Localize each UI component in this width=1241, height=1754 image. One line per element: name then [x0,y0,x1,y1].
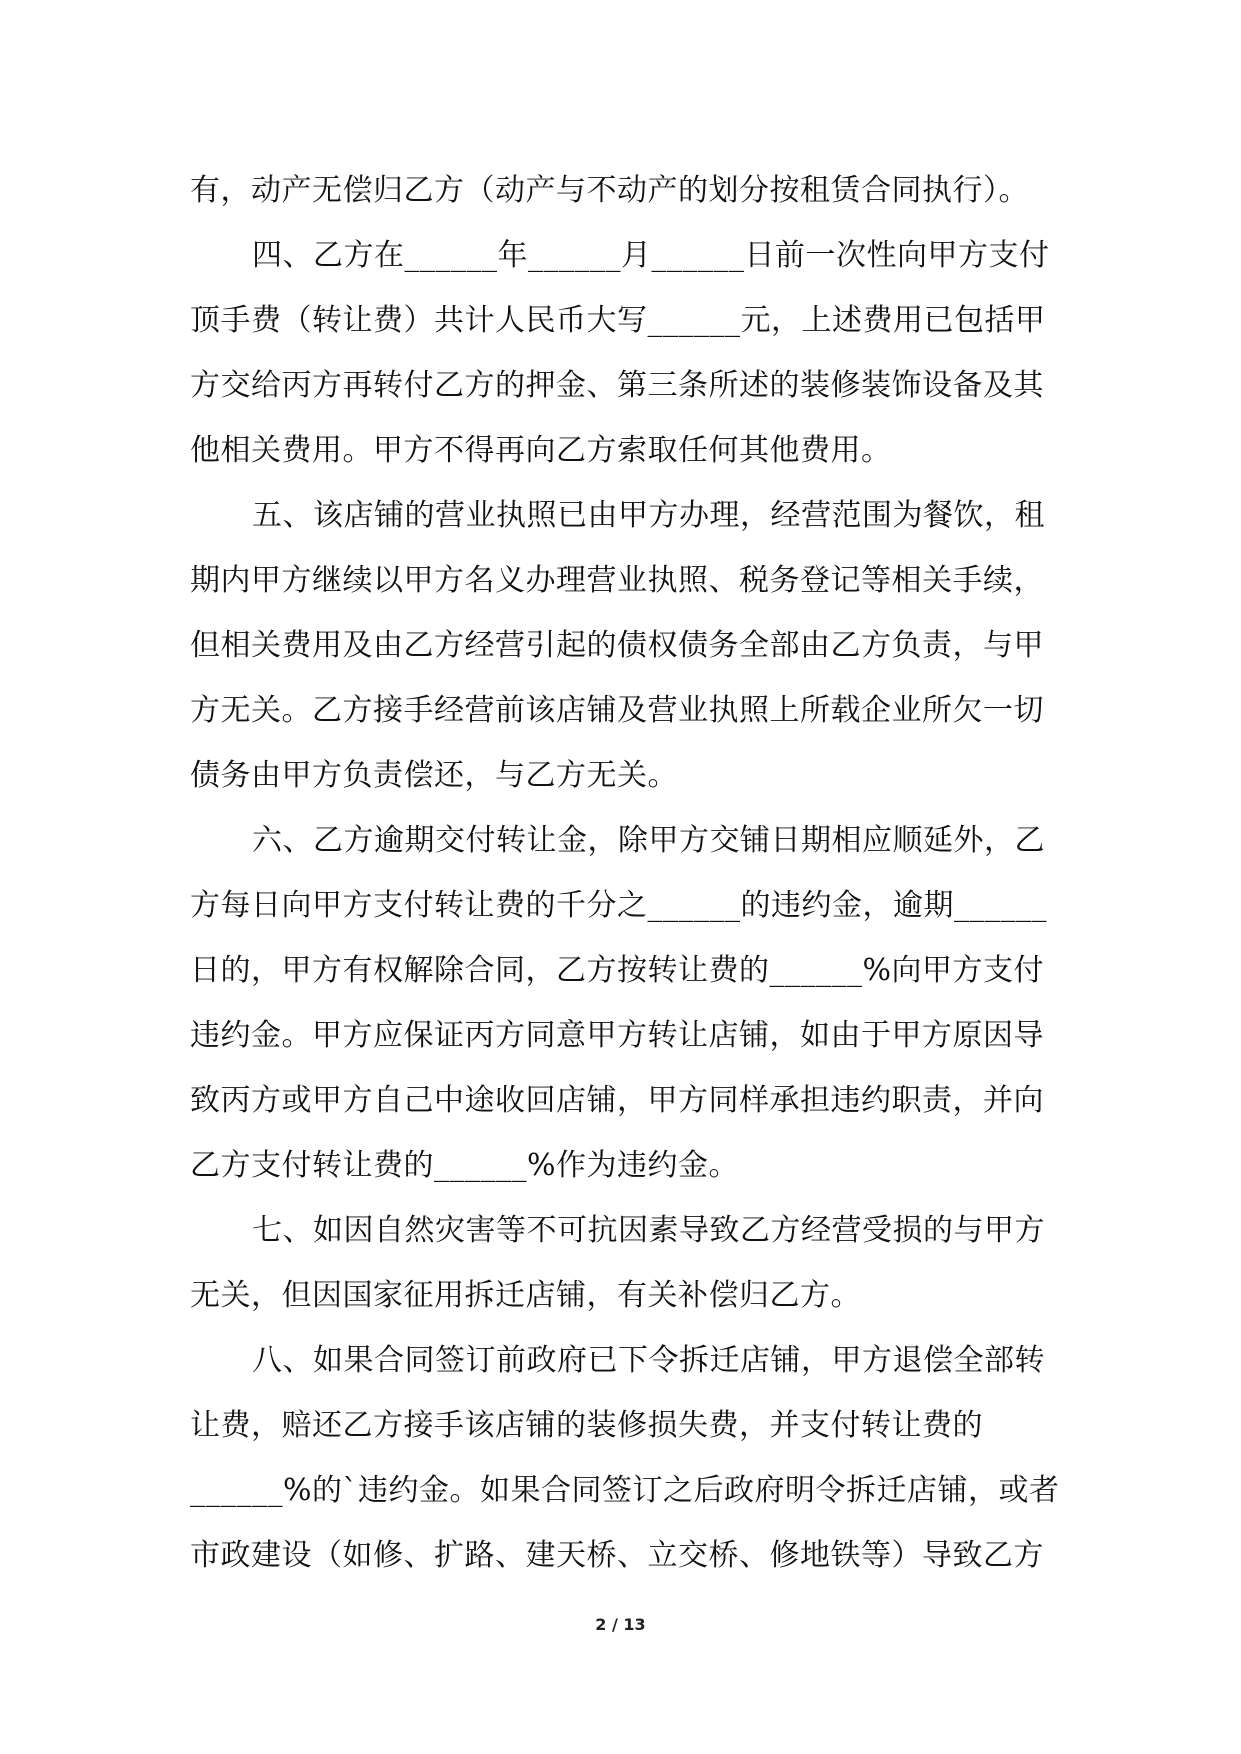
text-line: ______%的`违约金。如果合同签订之后政府明令拆迁店铺，或者 [190,1473,1060,1508]
text-line: 让费，赔还乙方接手该店铺的装修损失费，并支付转让费的 [190,1408,983,1443]
text-line: 但相关费用及由乙方经营引起的债权债务全部由乙方负责，与甲 [190,628,1044,663]
text-line: 有，动产无偿归乙方（动产与不动产的划分按租赁合同执行）。 [190,173,1029,208]
text-line: 他相关费用。甲方不得再向乙方索取任何其他费用。 [190,433,892,468]
text-line: 无关，但因国家征用拆迁店铺，有关补偿归乙方。 [190,1278,861,1313]
text-line: 方无关。乙方接手经营前该店铺及营业执照上所载企业所欠一切 [190,693,1044,728]
text-line: 顶手费（转让费）共计人民币大写______元，上述费用已包括甲 [190,303,1046,338]
text-line: 期内甲方继续以甲方名义办理营业执照、税务登记等相关手续， [190,563,1044,598]
clause-8-line: 八、如果合同签订前政府已下令拆迁店铺，甲方退偿全部转 [252,1343,1045,1378]
text-line: 债务由甲方负责偿还，与乙方无关。 [190,758,678,793]
text-line: 违约金。甲方应保证丙方同意甲方转让店铺，如由于甲方原因导 [190,1018,1044,1053]
text-line: 市政建设（如修、扩路、建天桥、立交桥、修地铁等）导致乙方 [190,1538,1044,1573]
text-line: 致丙方或甲方自己中途收回店铺，甲方同样承担违约职责，并向 [190,1083,1044,1118]
clause-5-line: 五、该店铺的营业执照已由甲方办理，经营范围为餐饮，租 [252,498,1045,533]
text-line: 乙方支付转让费的______%作为违约金。 [190,1148,740,1183]
clause-4-line: 四、乙方在______年______月______日前一次性向甲方支付 [252,238,1050,273]
text-line: 方交给丙方再转付乙方的押金、第三条所述的装修装饰设备及其 [190,368,1044,403]
page-number: 2 / 13 [595,1615,646,1634]
clause-7-line: 七、如因自然灾害等不可抗因素导致乙方经营受损的与甲方 [252,1213,1045,1248]
clause-6-line: 六、乙方逾期交付转让金，除甲方交铺日期相应顺延外，乙 [252,823,1045,858]
text-line: 方每日向甲方支付转让费的千分之______的违约金，逾期______ [190,888,1047,923]
text-line: 日的，甲方有权解除合同，乙方按转让费的______%向甲方支付 [190,953,1045,988]
contract-body [190,158,1060,1588]
